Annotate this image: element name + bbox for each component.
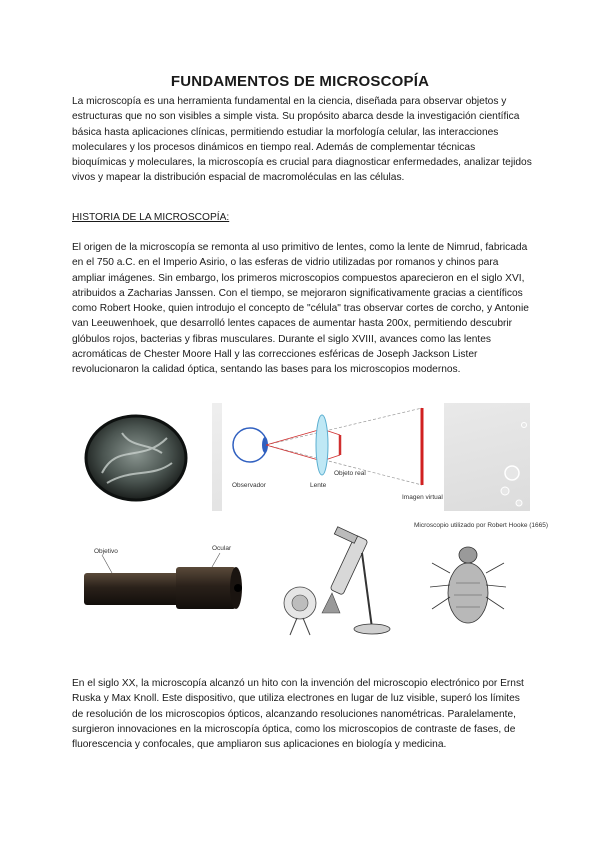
hooke-caption: Microscopio utilizado por Robert Hooke (1665) <box>414 522 549 529</box>
janssen-tube-microscope <box>78 515 258 643</box>
lens-shape <box>316 415 328 475</box>
label-object: Objeto real <box>334 470 366 477</box>
hooke-louse-illustration <box>408 515 548 643</box>
label-objective: Objetivo <box>94 548 118 555</box>
eye-icon <box>233 428 267 462</box>
history-figure <box>72 403 549 643</box>
page-title: FUNDAMENTOS DE MICROSCOPÍA <box>170 73 430 90</box>
history-paragraph: El origen de la microscopía se remonta al uso primitivo de lentes, como la lente de Nimrud, fabricada en el 750 a.C. en el Imperio Asirio, o las esferas de vidrio utilizadas por romanos y chinos para ampliar imágenes. Sin embargo, los primeros microscopios compuestos aparecieron en el siglo XVI, atribuidos a Zacharias Janssen. Con el tiempo, se mejoraron significativamente gracias a científicos como Robert Hooke, quien introdujo el concepto de "célula" tras observar cortes de corcho, y Antonie van Leeuwenhoek, que desarrolló lentes capaces de aumentar hasta 200x, permitiendo descubrir glóbulos rojos, bacterias y fibras musculares. Durante el siglo XVIII, avances como las lentes acromáticas de Chester Moore Hall y las correcciones esféricas de Joseph Jackson Lister revolucionaron la calidad óptica, sentando las bases para los microscopios modernos. <box>72 242 529 376</box>
intro-paragraph: La microscopía es una herramienta fundamental en la ciencia, diseñada para observar objetos y estructuras que no son visibles a simple vista. Su propósito abarca desde la investigación científica básica hasta aplicaciones clínicas, permitiendo estudiar la morfología celular, las interacciones moleculares y los procesos dinámicos en tiempo real. Además de complementar técnicas bioquímicas y moleculares, la microscopía es crucial para diagnosticar enfermedades, analizar tejidos vivos y mapear la distribución espacial de macromoléculas en las células. <box>72 96 532 184</box>
label-ocular: Ocular <box>212 545 232 552</box>
label-lens: Lente <box>310 482 327 489</box>
label-image: Imagen virtual <box>402 494 443 501</box>
nimrud-lens-photo <box>72 403 212 511</box>
hooke-microscope-engraving <box>272 515 400 643</box>
history-heading: HISTORIA DE LA MICROSCOPÍA: <box>72 212 230 223</box>
label-observer: Observador <box>232 482 266 489</box>
magnifier-diagram <box>222 403 444 511</box>
modern-paragraph: En el siglo XX, la microscopía alcanzó un hito con la invención del microscopio electrónico por Ernst Ruska y Max Knoll. Este dispositivo, que utiliza electrones en lugar de luz visible, superó los límites de resolución de los microscopios ópticos, alcanzando resoluciones nanométricas. Paralelamente, surgieron innovaciones en la microscopía óptica, como los microscopios de contraste de fases, de fluorescencia y confocales, que ampliaron sus aplicaciones en biología y medicina. <box>72 678 524 751</box>
